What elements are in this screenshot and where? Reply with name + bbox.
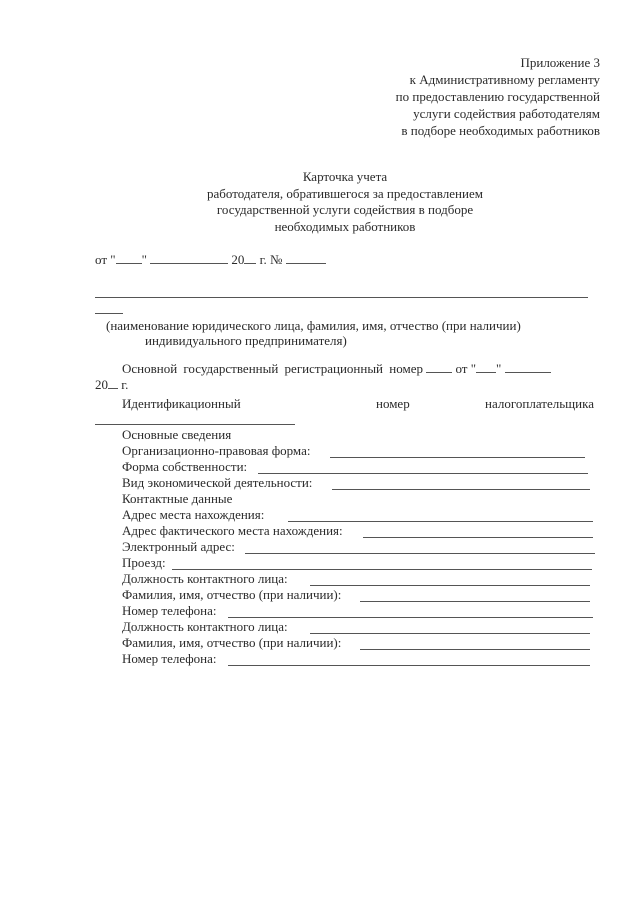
title-line: необходимых работников: [274, 218, 416, 234]
title-line: Карточка учета: [302, 169, 388, 184]
org-form-label: Организационно-правовая форма:: [122, 443, 311, 458]
contact-phone-1-label: Номер телефона:: [122, 603, 217, 618]
contact-name-2-field[interactable]: [360, 649, 590, 650]
section-contacts: Контактные данные: [122, 491, 233, 506]
title-line: государственной услуги содействия в подборе: [216, 202, 474, 217]
date-quote-close: ": [141, 252, 147, 267]
ogrn-year-suffix: г.: [121, 377, 129, 392]
contact-position-1-label: Должность контактного лица:: [122, 571, 288, 586]
contact-name-1-field[interactable]: [360, 601, 590, 602]
route-label: Проезд:: [122, 555, 166, 570]
contact-position-2-label: Должность контактного лица:: [122, 619, 288, 634]
ownership-label: Форма собственности:: [122, 459, 248, 474]
email-field[interactable]: [245, 553, 595, 554]
appendix-line: по предоставлению государственной: [395, 89, 600, 104]
legal-address-field[interactable]: [288, 521, 593, 522]
appendix-header: [396, 54, 600, 139]
ownership-field[interactable]: [258, 473, 588, 474]
contact-phone-1-field[interactable]: [228, 617, 593, 618]
contact-name-2-label: Фамилия, имя, отчество (при наличии):: [122, 635, 342, 650]
date-prefix: от ": [95, 252, 116, 267]
appendix-line: услуги содействия работодателям: [413, 106, 600, 121]
ogrn-from: от ": [455, 361, 477, 376]
employer-name-field-tail[interactable]: [95, 313, 123, 314]
actual-address-field[interactable]: [363, 537, 593, 538]
inn-word: номер: [376, 396, 410, 411]
inn-word: налогоплательщика: [485, 396, 594, 411]
ogrn-line: [122, 361, 594, 377]
number-label: г. №: [259, 252, 283, 267]
inn-word: Идентификационный: [122, 396, 241, 411]
ogrn-year: 20: [95, 377, 108, 392]
activity-label: Вид экономической деятельности:: [122, 475, 313, 490]
document-title: [0, 169, 640, 235]
contact-position-1-field[interactable]: [310, 585, 590, 586]
ogrn-year-line: [95, 377, 128, 393]
activity-field[interactable]: [332, 489, 590, 490]
appendix-line: в подборе необходимых работников: [401, 123, 600, 138]
contact-name-1-label: Фамилия, имя, отчество (при наличии):: [122, 587, 342, 602]
year-blank[interactable]: [244, 263, 256, 264]
number-blank[interactable]: [286, 263, 326, 264]
ogrn-year-blank[interactable]: [108, 388, 118, 389]
day-blank[interactable]: [116, 263, 142, 264]
ogrn-quote-close: ": [496, 361, 502, 376]
date-number-line: [95, 252, 326, 268]
inn-line: [122, 396, 594, 412]
employer-name-field[interactable]: [95, 297, 588, 298]
route-field[interactable]: [172, 569, 592, 570]
appendix-line: Приложение 3: [520, 55, 600, 70]
name-caption-line2: индивидуального предпринимателя): [145, 333, 347, 348]
ogrn-label: Основной государственный регистрационный номер: [122, 361, 423, 376]
email-label: Электронный адрес:: [122, 539, 235, 554]
contact-phone-2-field[interactable]: [228, 665, 590, 666]
contact-position-2-field[interactable]: [310, 633, 590, 634]
appendix-line: к Административному регламенту: [409, 72, 600, 87]
name-caption-line1: (наименование юридического лица, фамилия, имя, отчество (при наличии): [106, 318, 521, 333]
year-prefix: 20: [231, 252, 245, 267]
section-basic: Основные сведения: [122, 427, 232, 442]
org-form-field[interactable]: [330, 457, 585, 458]
month-blank[interactable]: [150, 263, 228, 264]
contact-phone-2-label: Номер телефона:: [122, 651, 217, 666]
title-line: работодателя, обратившегося за предоставлением: [207, 185, 483, 201]
ogrn-blank[interactable]: [426, 372, 452, 373]
ogrn-day-blank[interactable]: [476, 372, 496, 373]
actual-address-label: Адрес фактического места нахождения:: [122, 523, 343, 538]
inn-field[interactable]: [95, 424, 295, 425]
legal-address-label: Адрес места нахождения:: [122, 507, 265, 522]
ogrn-month-blank[interactable]: [505, 372, 551, 373]
